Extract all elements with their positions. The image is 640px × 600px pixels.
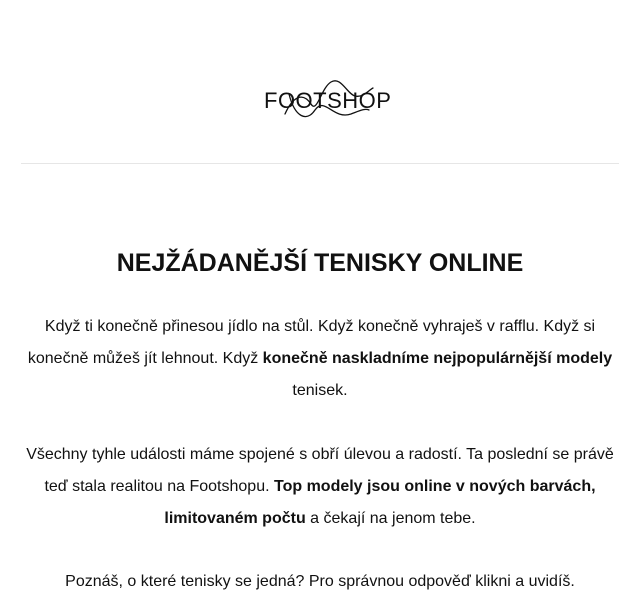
relief-text-end: a čekají na jenom tebe. — [305, 510, 476, 527]
relief-text-bold: Top modely jsou online v nových barvách, limitovaném počtu — [164, 478, 596, 527]
header-divider — [21, 163, 619, 164]
intro-paragraph — [20, 311, 620, 407]
intro-text-start: Když ti konečně přinesou jídlo na stůl. Když konečně vyhraješ v rafflu. Když si konečně můžeš jít lehnout. Když — [27, 318, 596, 367]
relief-text-start: Všechny tyhle události máme spojené s obří úlevou a radostí. Ta poslední se právě teď stala realitou na Footshopu. — [26, 446, 614, 495]
relief-paragraph — [20, 439, 620, 535]
intro-text-bold: konečně naskladníme nejpopulárnější modely — [262, 350, 613, 367]
logo-scribble-icon — [255, 74, 385, 130]
intro-text-end: tenisek. — [292, 382, 348, 399]
logo-container — [0, 74, 640, 130]
page-headline: NEJŽÁDANĚJŠÍ TENISKY ONLINE — [116, 249, 524, 277]
logo-wordmark: FOOTSHOP — [264, 88, 392, 113]
question-paragraph: Poznáš, o které tenisky se jedná? Pro správnou odpověď klikni a uvidíš. — [65, 573, 575, 590]
footshop-logo[interactable] — [255, 74, 392, 130]
